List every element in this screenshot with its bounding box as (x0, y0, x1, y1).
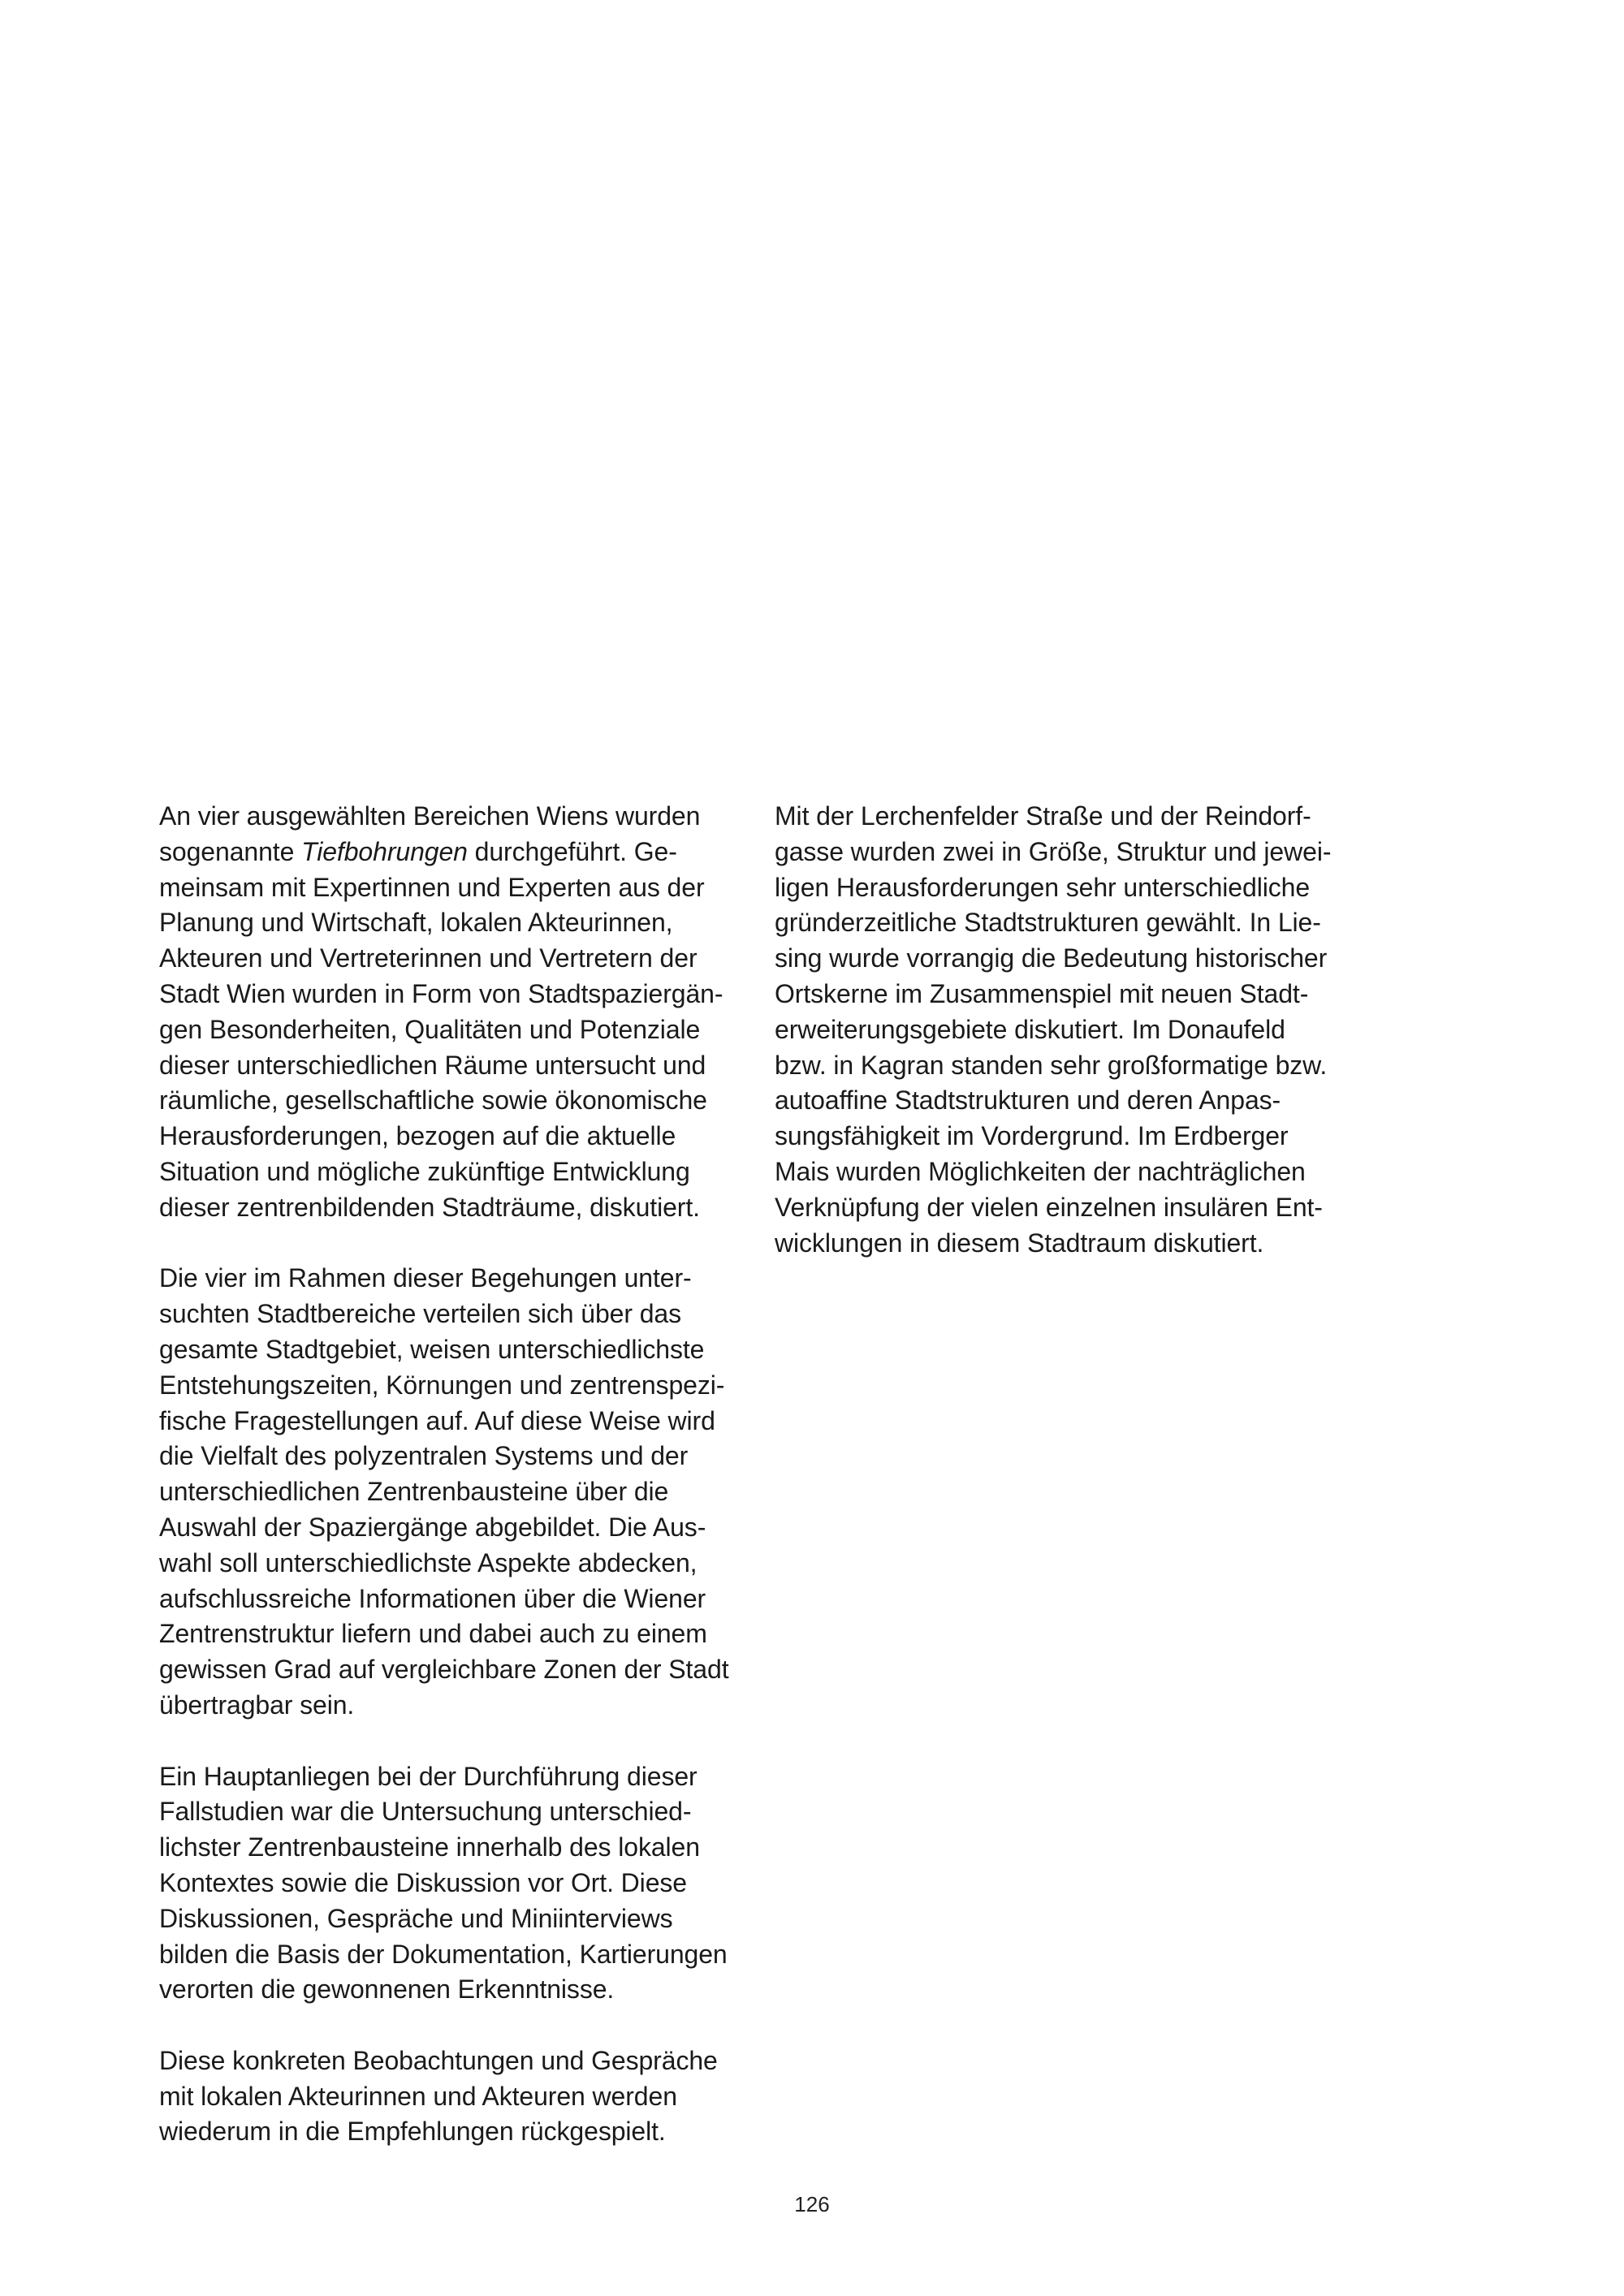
text-line: gen Besonderheiten, Qualitäten und Potenziale (159, 1014, 701, 1044)
paragraph-3 (159, 1759, 752, 2009)
text-line: gesamte Stadtgebiet, weisen unterschiedlichste (159, 1334, 705, 1364)
text-line: Zentrenstruktur liefern und dabei auch zu einem (159, 1619, 707, 1649)
text-run: sogenannte (159, 836, 302, 866)
text-line: Fallstudien war die Untersuchung unterschied- (159, 1797, 692, 1827)
text-line: mit lokalen Akteurinnen und Akteuren werden (159, 2081, 677, 2111)
text-line: wicklungen in diesem Stadtraum diskutiert. (775, 1228, 1264, 1258)
text-line: Stadt Wien wurden in Form von Stadtspaziergän- (159, 978, 723, 1008)
text-line: lichster Zentrenbausteine innerhalb des lokalen (159, 1832, 700, 1862)
text-line: fische Fragestellungen auf. Auf diese Weise wird (159, 1405, 715, 1435)
text-line: An vier ausgewählten Bereichen Wiens wurden (159, 801, 701, 831)
text-line: Diskussionen, Gespräche und Miniinterviews (159, 1903, 673, 1933)
right-text-column (775, 799, 1367, 1297)
text-line: verorten die gewonnenen Erkenntnisse. (159, 1974, 615, 2005)
text-line: Verknüpfung der vielen einzelnen insulären Ent- (775, 1192, 1323, 1222)
text-line: sing wurde vorrangig die Bedeutung historischer (775, 943, 1328, 973)
text-run: durchgeführt. Ge- (467, 836, 677, 866)
emphasized-term: Tiefbohrungen (301, 836, 468, 866)
text-line: wiederum in die Empfehlungen rückgespielt. (159, 2117, 666, 2147)
text-line: aufschlussreiche Informationen über die Wiener (159, 1583, 706, 1613)
text-line: gründerzeitliche Stadtstrukturen gewählt. In Lie- (775, 908, 1321, 938)
page-number: 126 (794, 2192, 830, 2216)
text-line: Mit der Lerchenfelder Straße und der Reindorf- (775, 801, 1311, 831)
text-line: Diese konkreten Beobachtungen und Gespräche (159, 2045, 718, 2075)
text-line: ligen Herausforderungen sehr unterschiedliche (775, 872, 1311, 902)
text-line: gasse wurden zwei in Größe, Struktur und jewei- (775, 836, 1332, 866)
paragraph-5 (775, 799, 1367, 1261)
text-line: Kontextes sowie die Diskussion vor Ort. Diese (159, 1867, 687, 1897)
paragraph-2 (159, 1261, 752, 1723)
text-line: bzw. in Kagran standen sehr großformatige bzw. (775, 1050, 1328, 1080)
text-line: Entstehungszeiten, Körnungen und zentrenspezi- (159, 1370, 725, 1400)
text-line: autoaffine Stadtstrukturen und deren Anpas- (775, 1085, 1281, 1116)
text-line: bilden die Basis der Dokumentation, Kartierungen (159, 1939, 728, 1969)
text-line: die Vielfalt des polyzentralen Systems und der (159, 1441, 689, 1471)
text-line: wahl soll unterschiedlichste Aspekte abdecken, (159, 1547, 698, 1577)
text-line: Akteuren und Vertreterinnen und Vertretern der (159, 943, 698, 973)
text-line: Herausforderungen, bezogen auf die aktuelle (159, 1121, 676, 1151)
left-text-column (159, 799, 752, 2186)
text-line: Mais wurden Möglichkeiten der nachträglichen (775, 1156, 1306, 1186)
text-line: Planung und Wirtschaft, lokalen Akteurinnen, (159, 908, 673, 938)
text-line: meinsam mit Expertinnen und Experten aus der (159, 872, 705, 902)
paragraph-4 (159, 2044, 752, 2150)
text-line: Die vier im Rahmen dieser Begehungen unter- (159, 1263, 692, 1293)
paragraph-1 (159, 799, 752, 1226)
text-line: sungsfähigkeit im Vordergrund. Im Erdberger (775, 1121, 1289, 1151)
text-line: gewissen Grad auf vergleichbare Zonen der Stadt (159, 1655, 729, 1685)
text-line: räumliche, gesellschaftliche sowie ökonomische (159, 1085, 707, 1116)
text-line: suchten Stadtbereiche verteilen sich über das (159, 1299, 682, 1329)
text-line: Situation und mögliche zukünftige Entwicklung (159, 1156, 690, 1186)
text-line: unterschiedlichen Zentrenbausteine über die (159, 1477, 669, 1507)
text-line: Ein Hauptanliegen bei der Durchführung dieser (159, 1761, 698, 1791)
text-line (159, 835, 752, 870)
text-line: Auswahl der Spaziergänge abgebildet. Die Aus- (159, 1512, 706, 1542)
text-line: Ortskerne im Zusammenspiel mit neuen Stadt- (775, 978, 1309, 1008)
text-line: übertragbar sein. (159, 1690, 355, 1720)
text-line: dieser zentrenbildenden Stadträume, diskutiert. (159, 1192, 700, 1222)
text-line: dieser unterschiedlichen Räume untersucht und (159, 1050, 706, 1080)
text-line: erweiterungsgebiete diskutiert. Im Donaufeld (775, 1014, 1285, 1044)
